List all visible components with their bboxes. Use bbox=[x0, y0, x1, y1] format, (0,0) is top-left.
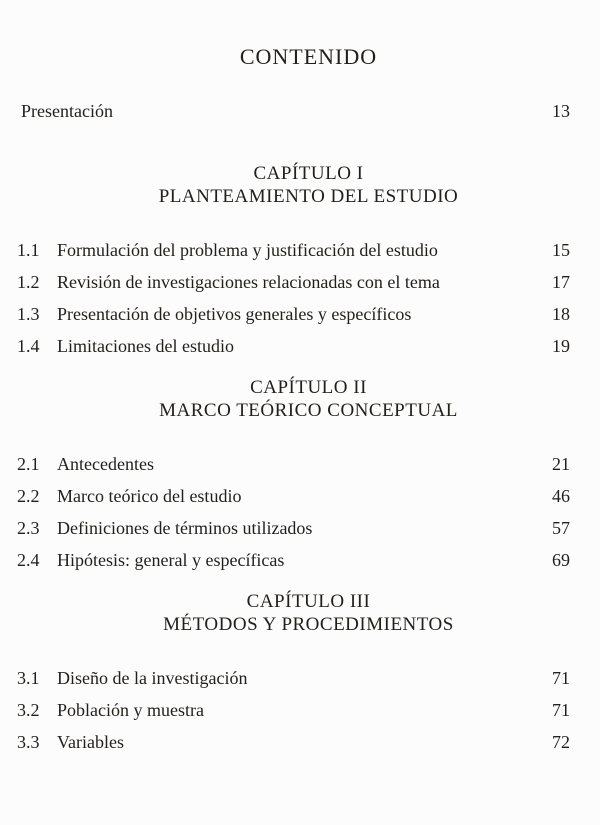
item-number: 1.3 bbox=[17, 303, 40, 324]
chapter-subheading: MARCO TEÓRICO CONCEPTUAL bbox=[159, 400, 458, 421]
item-number: 2.3 bbox=[17, 517, 40, 538]
item-label: Definiciones de términos utilizados bbox=[57, 517, 313, 538]
page-title: CONTENIDO bbox=[239, 44, 378, 69]
toc-entry-row bbox=[17, 298, 570, 330]
item-number: 3.3 bbox=[17, 731, 40, 752]
toc-entry-row bbox=[17, 330, 570, 362]
item-number: 1.4 bbox=[17, 335, 40, 356]
item-label: Diseño de la investigación bbox=[57, 667, 248, 688]
item-number: 3.2 bbox=[17, 699, 40, 720]
item-page-number: 69 bbox=[552, 549, 570, 570]
item-page-number: 71 bbox=[552, 699, 570, 720]
front-matter-row bbox=[17, 95, 570, 128]
item-page-number: 21 bbox=[552, 453, 570, 474]
item-number: 2.1 bbox=[17, 453, 40, 474]
toc-entry-row bbox=[17, 544, 570, 576]
toc-entry-row bbox=[17, 266, 570, 298]
item-page-number: 46 bbox=[552, 485, 570, 506]
item-label: Formulación del problema y justificación del estudio bbox=[57, 239, 438, 260]
chapter-heading: CAPÍTULO I bbox=[253, 163, 364, 184]
item-label: Antecedentes bbox=[57, 453, 154, 474]
item-label: Limitaciones del estudio bbox=[57, 335, 234, 356]
item-number: 1.1 bbox=[17, 239, 40, 260]
toc-entry-row bbox=[17, 694, 570, 726]
item-label: Revisión de investigaciones relacionadas con el tema bbox=[57, 271, 440, 292]
chapter-heading-block bbox=[32, 162, 585, 208]
chapter-section bbox=[17, 590, 570, 758]
item-page-number: 72 bbox=[552, 731, 570, 752]
item-page-number: 57 bbox=[552, 517, 570, 538]
item-number: 3.1 bbox=[17, 667, 40, 688]
item-page-number: 71 bbox=[552, 667, 570, 688]
chapter-items bbox=[17, 448, 570, 576]
item-number: 2.4 bbox=[17, 549, 40, 570]
chapter-section bbox=[17, 376, 570, 576]
toc-entry-row bbox=[17, 662, 570, 694]
item-page-number: 15 bbox=[552, 239, 570, 260]
toc-page bbox=[0, 44, 600, 825]
chapter-subheading: MÉTODOS Y PROCEDIMIENTOS bbox=[163, 614, 454, 635]
item-label: Hipótesis: general y específicas bbox=[57, 549, 285, 570]
item-page-number: 18 bbox=[552, 303, 570, 324]
toc-entry-row bbox=[17, 726, 570, 758]
toc-entry-row bbox=[17, 234, 570, 266]
toc-entry-row bbox=[17, 448, 570, 480]
item-number: 2.2 bbox=[17, 485, 40, 506]
front-matter-label: Presentación bbox=[21, 101, 113, 121]
item-label: Población y muestra bbox=[57, 699, 204, 720]
item-page-number: 19 bbox=[552, 335, 570, 356]
front-matter-page-number: 13 bbox=[552, 101, 570, 121]
item-label: Variables bbox=[57, 731, 124, 752]
chapter-heading: CAPÍTULO II bbox=[250, 377, 367, 398]
chapter-heading-block bbox=[32, 590, 585, 636]
chapters bbox=[17, 162, 570, 758]
toc-entry-row bbox=[17, 512, 570, 544]
chapter-items bbox=[17, 662, 570, 758]
item-label: Presentación de objetivos generales y específicos bbox=[57, 303, 412, 324]
item-page-number: 17 bbox=[552, 271, 570, 292]
chapter-items bbox=[17, 234, 570, 362]
chapter-heading: CAPÍTULO III bbox=[246, 591, 371, 612]
item-label: Marco teórico del estudio bbox=[57, 485, 242, 506]
chapter-section bbox=[17, 162, 570, 362]
chapter-subheading: PLANTEAMIENTO DEL ESTUDIO bbox=[158, 186, 459, 207]
toc-entry-row bbox=[17, 480, 570, 512]
item-number: 1.2 bbox=[17, 271, 40, 292]
chapter-heading-block bbox=[32, 376, 585, 422]
